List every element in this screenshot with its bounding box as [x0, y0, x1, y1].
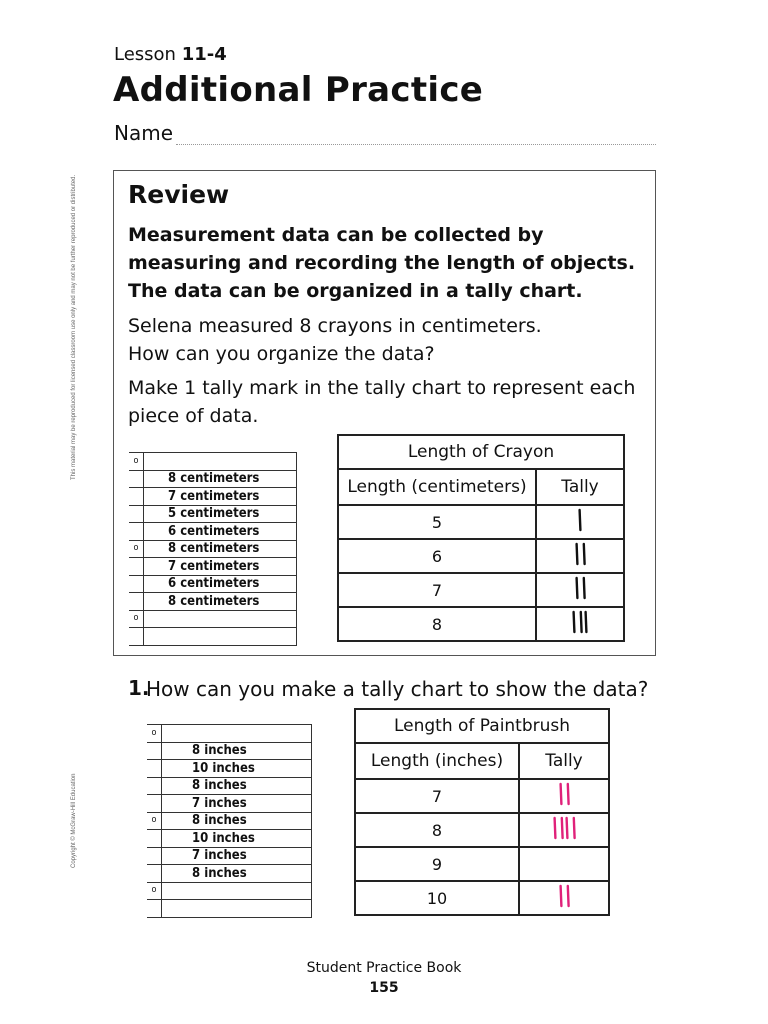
crayon-notebook-list — [129, 452, 297, 646]
tally-length: 10 — [355, 881, 519, 915]
tally-row — [338, 539, 624, 573]
tally-mark — [580, 510, 581, 530]
tally-mark — [561, 886, 562, 906]
tally-chart-title: Length of Paintbrush — [355, 709, 609, 743]
tally-col-length: Length (centimeters) — [338, 469, 536, 505]
review-summary: Measurement data can be collected by measuring and recording the length of objects. The data can be organized in a tally chart. — [128, 224, 636, 302]
tally-row — [355, 813, 609, 847]
tally-length: 7 — [338, 573, 536, 607]
tally-col-tally: Tally — [519, 743, 609, 779]
lesson-label: Lesson 11-4 — [114, 44, 227, 65]
notebook-entry: 7 inches — [192, 848, 247, 864]
notebook-row — [147, 830, 312, 848]
tally-length: 8 — [355, 813, 519, 847]
footer-book-title: Student Practice Book — [306, 960, 462, 976]
notebook-row — [129, 488, 297, 506]
tally-length: 9 — [355, 847, 519, 881]
page-number: 155 — [369, 980, 399, 996]
notebook-row — [129, 575, 297, 593]
tally-mark — [574, 612, 575, 632]
question-text: How can you make a tally chart to show the data? — [146, 677, 649, 701]
tally-row — [338, 505, 624, 539]
notebook-row — [129, 453, 297, 471]
tally-mark — [562, 818, 563, 838]
side-note-copyright: Copyright © McGraw-Hill Education — [71, 773, 77, 868]
tally-mark — [574, 818, 575, 838]
binder-hole-icon: o — [147, 812, 162, 830]
notebook-entry: 8 inches — [192, 743, 247, 759]
notebook-entry: 10 inches — [192, 830, 255, 846]
tally-marks — [550, 574, 610, 602]
tally-mark — [577, 544, 578, 564]
notebook-entry: 8 inches — [192, 813, 247, 829]
tally-marks — [550, 506, 610, 534]
tally-col-tally: Tally — [536, 469, 624, 505]
notebook-row — [147, 882, 312, 900]
notebook-row — [147, 725, 312, 743]
review-paragraph-1-line-1: Selena measured 8 crayons in centimeters. — [128, 315, 542, 337]
notebook-entry: 7 inches — [192, 795, 247, 811]
tally-row — [355, 847, 609, 881]
notebook-entry: 8 centimeters — [168, 541, 260, 557]
tally-length: 5 — [338, 505, 536, 539]
notebook-row — [129, 593, 297, 611]
binder-hole-icon: o — [129, 453, 144, 471]
notebook-entry: 8 centimeters — [168, 471, 260, 487]
tally-mark — [561, 784, 562, 804]
notebook-entry: 7 centimeters — [168, 558, 260, 574]
paintbrush-tally-chart — [354, 708, 610, 916]
tally-marks — [534, 848, 594, 876]
page-title: Additional Practice — [113, 70, 484, 110]
tally-col-length: Length (inches) — [355, 743, 519, 779]
tally-marks — [534, 780, 594, 808]
tally-mark — [555, 818, 556, 838]
notebook-entry: 6 centimeters — [168, 576, 260, 592]
tally-row — [338, 607, 624, 641]
review-paragraph-2: Make 1 tally mark in the tally chart to represent each piece of data. — [128, 377, 636, 427]
paintbrush-notebook-list — [147, 724, 312, 918]
notebook-row — [129, 505, 297, 523]
tally-marks — [550, 608, 610, 636]
notebook-row — [129, 540, 297, 558]
side-note-license: This material may be reproduced for licensed classroom use only and may not be further reproduced or distributed. — [71, 174, 77, 480]
notebook-row — [129, 523, 297, 541]
tally-mark — [581, 612, 582, 632]
notebook-row — [147, 742, 312, 760]
tally-chart-title: Length of Crayon — [338, 435, 624, 469]
tally-mark — [568, 784, 569, 804]
name-label: Name — [114, 121, 174, 145]
notebook-row — [129, 628, 297, 646]
tally-mark — [568, 886, 569, 906]
review-paragraph-1-line-2: How can you organize the data? — [128, 343, 435, 365]
binder-hole-icon: o — [147, 725, 162, 743]
review-heading: Review — [128, 180, 230, 209]
notebook-row — [147, 760, 312, 778]
question-number: 1. — [128, 676, 150, 700]
notebook-row — [129, 558, 297, 576]
notebook-row — [129, 610, 297, 628]
tally-length: 7 — [355, 779, 519, 813]
notebook-entry: 5 centimeters — [168, 506, 260, 522]
tally-length: 6 — [338, 539, 536, 573]
notebook-row — [147, 865, 312, 883]
notebook-entry: 8 centimeters — [168, 593, 260, 609]
binder-hole-icon: o — [129, 610, 144, 628]
review-paragraph-1 — [128, 312, 638, 368]
tally-mark — [584, 578, 585, 598]
tally-marks — [534, 814, 594, 842]
tally-mark — [567, 818, 568, 838]
tally-mark — [577, 578, 578, 598]
notebook-row — [147, 795, 312, 813]
lesson-number: 11-4 — [181, 44, 227, 65]
notebook-entry: 6 centimeters — [168, 523, 260, 539]
notebook-row — [147, 777, 312, 795]
notebook-row — [129, 470, 297, 488]
tally-mark — [586, 612, 587, 632]
notebook-entry: 8 inches — [192, 865, 247, 881]
tally-row — [355, 779, 609, 813]
notebook-entry: 7 centimeters — [168, 488, 260, 504]
tally-row — [338, 573, 624, 607]
crayon-tally-chart — [337, 434, 625, 642]
notebook-entry: 10 inches — [192, 760, 255, 776]
tally-mark — [584, 544, 585, 564]
name-field-line — [176, 144, 656, 145]
binder-hole-icon: o — [129, 540, 144, 558]
tally-length: 8 — [338, 607, 536, 641]
binder-hole-icon: o — [147, 882, 162, 900]
notebook-entry: 8 inches — [192, 778, 247, 794]
tally-marks — [550, 540, 610, 568]
notebook-row — [147, 847, 312, 865]
notebook-row — [147, 900, 312, 918]
tally-row — [355, 881, 609, 915]
tally-marks — [534, 882, 594, 910]
notebook-row — [147, 812, 312, 830]
